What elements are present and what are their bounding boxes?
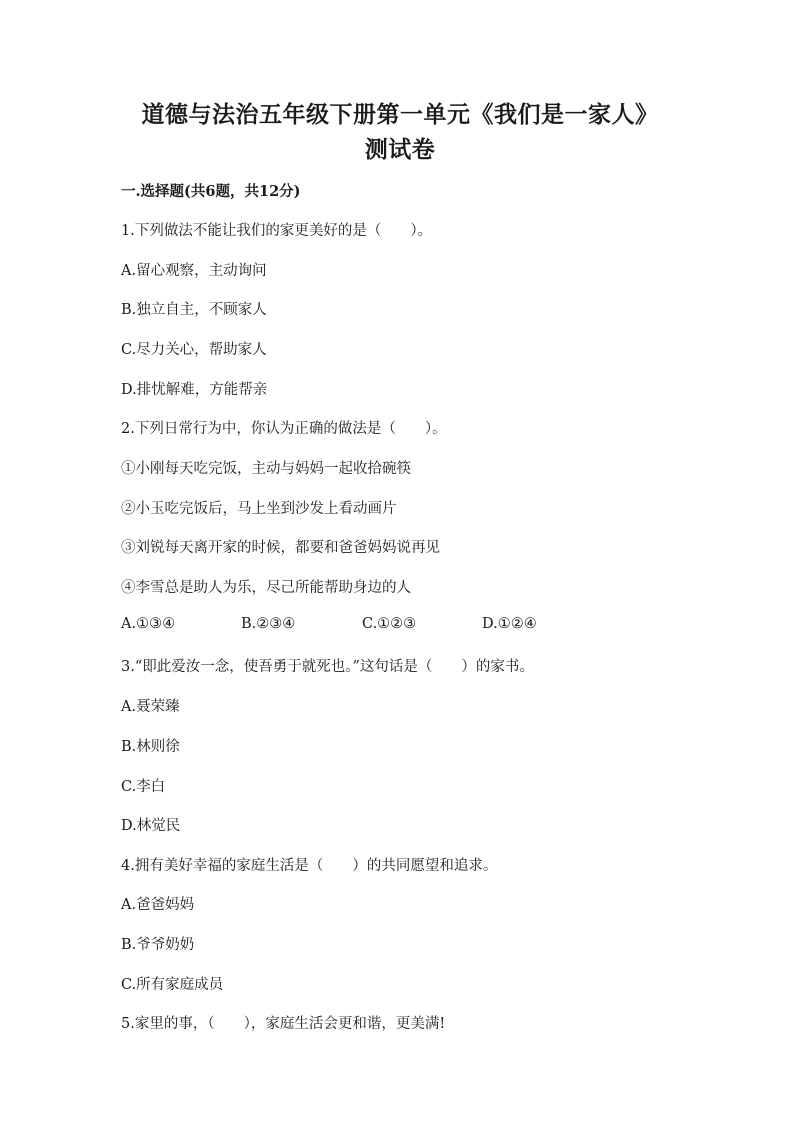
question-2-statement-4: ④李雪总是助人为乐，尽己所能帮助身边的人	[121, 580, 411, 596]
question-2-statement-1: ①小刚每天吃完饭，主动与妈妈一起收拾碗筷	[121, 461, 411, 477]
question-3-option-d: D.林觉民	[121, 818, 181, 834]
question-1-option-c: C.尽力关心，帮助家人	[121, 342, 267, 358]
question-5-stem: 5.家里的事，（ ），家庭生活会更和谐，更美满!	[121, 1016, 446, 1032]
question-2-option-d: D.①②④	[482, 616, 537, 632]
question-4-option-a: A.爸爸妈妈	[121, 897, 195, 913]
question-1-option-d: D.排忧解难，方能帮亲	[121, 382, 268, 398]
document-title: 道德与法治五年级下册第一单元《我们是一家人》	[141, 101, 659, 128]
question-3-option-c: C.李白	[121, 779, 166, 795]
question-2-option-c: C.①②③	[362, 616, 417, 632]
question-2-statement-2: ②小玉吃完饭后，马上坐到沙发上看动画片	[121, 501, 397, 517]
question-1-option-a: A.留心观察，主动询问	[121, 263, 267, 279]
question-3-stem: 3.“即此爱汝一念，使吾勇于就死也。”这句话是（ ）的家书。	[121, 659, 534, 675]
question-4-stem: 4.拥有美好幸福的家庭生活是（ ）的共同愿望和追求。	[121, 858, 498, 874]
question-2-option-a: A.①③④	[121, 616, 176, 632]
question-4-option-b: B.爷爷奶奶	[121, 937, 195, 953]
question-4-option-c: C.所有家庭成员	[121, 977, 224, 993]
question-2-statement-3: ③刘锐每天离开家的时候，都要和爸爸妈妈说再见	[121, 540, 440, 556]
section-header: 一.选择题(共6题，共12分)	[121, 183, 301, 200]
document-subtitle: 测试卷	[364, 136, 436, 163]
question-2-stem: 2.下列日常行为中，你认为正确的做法是（ ）。	[121, 421, 447, 437]
question-1-stem: 1.下列做法不能让我们的家更美好的是（ ）。	[121, 223, 433, 239]
question-1-option-b: B.独立自主，不顾家人	[121, 302, 267, 318]
question-2-option-b: B.②③④	[241, 616, 296, 632]
question-3-option-a: A.聂荣臻	[121, 699, 180, 715]
question-3-option-b: B.林则徐	[121, 739, 180, 755]
